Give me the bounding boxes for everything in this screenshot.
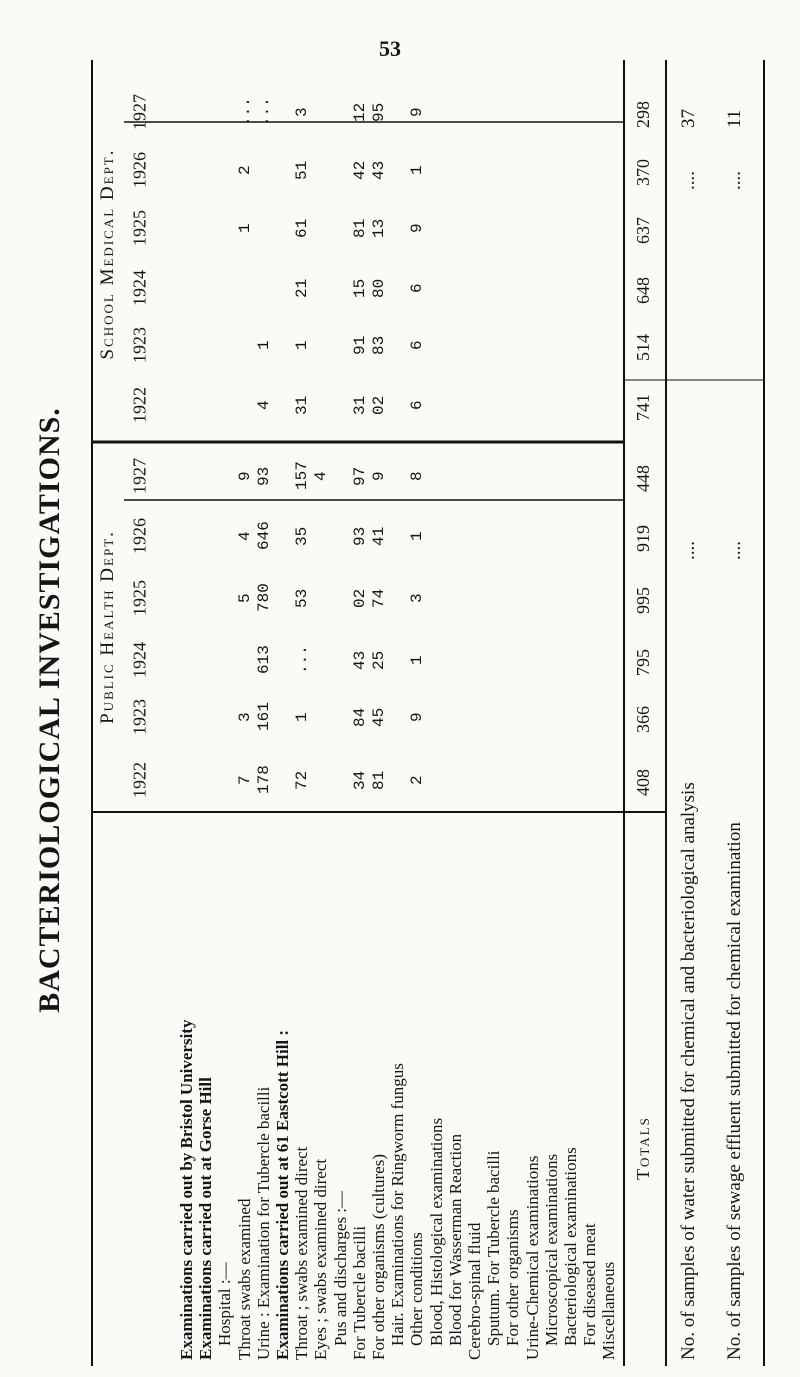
total-ph-4: 919 — [633, 525, 653, 552]
ph-cell-6-3: 53 — [293, 588, 312, 608]
row-label-21: For diseased meat — [580, 1223, 600, 1346]
sm-cell-6-2: 21 — [293, 278, 312, 298]
sm-cell-12-4: 1 — [408, 165, 427, 175]
row-label-5: Examinations carried out at 61 Eastcott Hill : — [273, 1029, 292, 1360]
sm-cell-6-4: 51 — [293, 160, 312, 180]
sm-cell-12-2: 6 — [408, 283, 427, 293]
row-label-3: Throat swabs examined — [234, 1198, 254, 1360]
row-label-10: For other organisms (cultures) — [369, 1153, 388, 1360]
ph-cell-4-0: 178 — [254, 765, 273, 795]
school-year-1923: 1923 — [129, 327, 150, 363]
sm-cell-12-0: 6 — [408, 400, 427, 410]
row-label-18: Urine-Chemical examinations — [522, 1155, 542, 1360]
public-year-1925: 1925 — [129, 580, 150, 616]
ph-cell-4-4: 646 — [254, 521, 273, 551]
sm-cell-3-4: 2 — [235, 165, 254, 175]
sm-cell-6-5: 3 — [293, 107, 312, 117]
row-label-11: Hair. Examinations for Ringworm fungus — [388, 1063, 408, 1346]
row-label-1: Examinations carried out at Gorse Hill — [196, 1077, 216, 1360]
row-label-2: Hospital :— — [215, 1262, 235, 1346]
ph-cell-12-1: 9 — [408, 712, 427, 722]
sm-cell-9-5: 12 — [350, 102, 369, 122]
ph-cell-9-4: 93 — [350, 526, 369, 546]
ph-cell-9-0: 34 — [350, 770, 369, 790]
school-year-1925: 1925 — [129, 210, 150, 246]
total-ph-0: 408 — [633, 769, 653, 796]
total-sm-5: 298 — [633, 101, 653, 128]
total-ph-3: 995 — [633, 587, 653, 614]
ph-cell-6-0: 72 — [293, 770, 312, 790]
sm-cell-9-1: 91 — [350, 335, 369, 355]
footer-label-1: No. of samples of sewage effluent submitted for chemical examination — [724, 822, 745, 1360]
row-label-19: Microscopical examinations — [541, 1153, 561, 1346]
row-label-4: Urine : Examination for Tubercle bacilli — [253, 1086, 273, 1360]
ph-cell-4-1: 161 — [254, 702, 273, 732]
ph-cell-9-1: 84 — [350, 707, 369, 727]
ph-cell-9-2: 43 — [350, 650, 369, 670]
sm-cell-6-1: 1 — [293, 340, 312, 350]
row-label-8: Pus and discharges :— — [330, 1190, 350, 1346]
total-sm-1: 514 — [633, 334, 653, 361]
sm-cell-4-0: 4 — [254, 400, 273, 410]
total-sm-4: 370 — [633, 159, 653, 186]
public-year-1922: 1922 — [129, 762, 150, 798]
page-number: 53 — [379, 36, 401, 61]
footer-sm-left-0: .... — [678, 171, 699, 190]
row-label-9: For Tubercle bacilli — [349, 1225, 369, 1360]
school-year-1922: 1922 — [129, 387, 150, 423]
ph-cell-7-5: 4 — [312, 471, 331, 481]
row-label-14: Blood for Wasserman Reaction — [445, 1133, 465, 1346]
ph-cell-3-5: 9 — [235, 471, 254, 481]
page-heading-text: BACTERIOLOGICAL INVESTIGATIONS. — [33, 407, 66, 1013]
ph-cell-10-5: 9 — [370, 471, 388, 481]
public-year-1923: 1923 — [129, 699, 150, 735]
sm-cell-10-4: 43 — [370, 160, 388, 180]
row-label-22: Miscellaneous — [599, 1261, 619, 1360]
sm-cell-6-0: 31 — [293, 395, 312, 415]
ph-cell-3-3: 5 — [235, 593, 254, 603]
school-year-1926: 1926 — [129, 152, 150, 188]
row-label-15: Cerebro-spinal fluid — [465, 1222, 484, 1360]
sm-cell-10-2: 80 — [370, 278, 388, 298]
sm-cell-4-1: 1 — [254, 340, 273, 350]
footer-sm-right-1: 11 — [724, 109, 745, 128]
footer-ph-1: .... — [724, 541, 745, 560]
sm-cell-12-3: 9 — [408, 223, 427, 233]
sm-cell-12-1: 6 — [408, 340, 427, 350]
row-label-17: For other organisms — [503, 1209, 523, 1346]
school-year-1927: 1927 — [129, 94, 150, 130]
ph-cell-10-2: 25 — [370, 650, 388, 670]
ph-cell-6-5: 157 — [293, 461, 312, 491]
sm-cell-9-0: 31 — [350, 395, 369, 415]
ph-cell-10-3: 74 — [370, 588, 388, 608]
sm-cell-6-3: 61 — [293, 218, 312, 238]
row-label-13: Blood, Histological examinations — [426, 1117, 446, 1346]
row-label-6: Throat ; swabs examined direct — [292, 1146, 312, 1360]
sm-cell-10-3: 13 — [370, 218, 388, 238]
sm-cell-3-5: ... — [235, 97, 254, 127]
sm-cell-9-2: 15 — [350, 278, 369, 298]
total-ph-1: 366 — [633, 706, 653, 733]
total-ph-2: 795 — [633, 649, 653, 676]
footer-sm-right-0: 37 — [678, 109, 699, 128]
row-label-20: Bacteriological examinations — [561, 1147, 580, 1346]
public-year-1926: 1926 — [129, 518, 150, 554]
ph-cell-3-4: 4 — [235, 531, 254, 541]
row-label-0: Examinations carried out by Bristol University — [177, 1019, 196, 1360]
footer-label-0: No. of samples of water submitted for chemical and bacteriological analysis — [678, 782, 699, 1360]
ph-cell-10-1: 45 — [370, 707, 388, 727]
footer-ph-0: .... — [678, 541, 699, 560]
ph-cell-4-3: 780 — [254, 583, 273, 613]
ph-cell-10-0: 81 — [370, 770, 388, 790]
total-sm-2: 648 — [633, 277, 653, 304]
sm-cell-10-5: 95 — [370, 102, 388, 122]
ph-cell-12-3: 3 — [408, 593, 427, 603]
sm-cell-9-4: 42 — [350, 160, 369, 180]
public-year-1924: 1924 — [129, 642, 150, 678]
row-label-12: Other conditions — [407, 1232, 427, 1346]
ph-cell-3-1: 3 — [235, 712, 254, 722]
ph-cell-12-4: 1 — [408, 531, 427, 541]
ph-cell-4-5: 93 — [254, 466, 273, 486]
totals-label: Totals — [633, 1116, 653, 1180]
ph-cell-3-0: 7 — [235, 775, 254, 785]
public-year-1927: 1927 — [129, 458, 150, 494]
sm-cell-12-5: 9 — [408, 107, 427, 117]
ph-cell-6-1: 1 — [293, 712, 312, 722]
school-year-1924: 1924 — [129, 270, 150, 306]
sm-cell-10-1: 83 — [370, 335, 388, 355]
row-label-7: Eyes ; swabs examined direct — [311, 1158, 331, 1360]
sm-cell-9-3: 81 — [350, 218, 369, 238]
total-sm-3: 637 — [633, 217, 653, 244]
ph-cell-6-4: 35 — [293, 526, 312, 546]
sm-cell-10-0: 02 — [370, 395, 388, 415]
ph-cell-10-4: 41 — [370, 526, 388, 546]
ph-cell-12-0: 2 — [408, 775, 427, 785]
total-ph-5: 448 — [633, 465, 653, 492]
sm-cell-4-5: ... — [254, 97, 273, 127]
row-label-16: Sputum. For Tubercle bacilli — [484, 1150, 504, 1346]
ph-cell-4-2: 613 — [254, 645, 273, 675]
group-public-health: Public Health Dept. — [97, 530, 118, 724]
sm-cell-3-3: 1 — [235, 223, 254, 233]
ph-cell-9-3: 02 — [350, 588, 369, 608]
ph-cell-12-2: 1 — [408, 655, 427, 665]
footer-sm-left-1: .... — [724, 171, 745, 190]
ph-cell-12-5: 8 — [408, 471, 427, 481]
total-sm-0: 741 — [633, 394, 653, 421]
ph-cell-6-2: ... — [293, 645, 312, 675]
group-school-medical: School Medical Dept. — [97, 148, 118, 360]
ph-cell-9-5: 97 — [350, 466, 369, 486]
